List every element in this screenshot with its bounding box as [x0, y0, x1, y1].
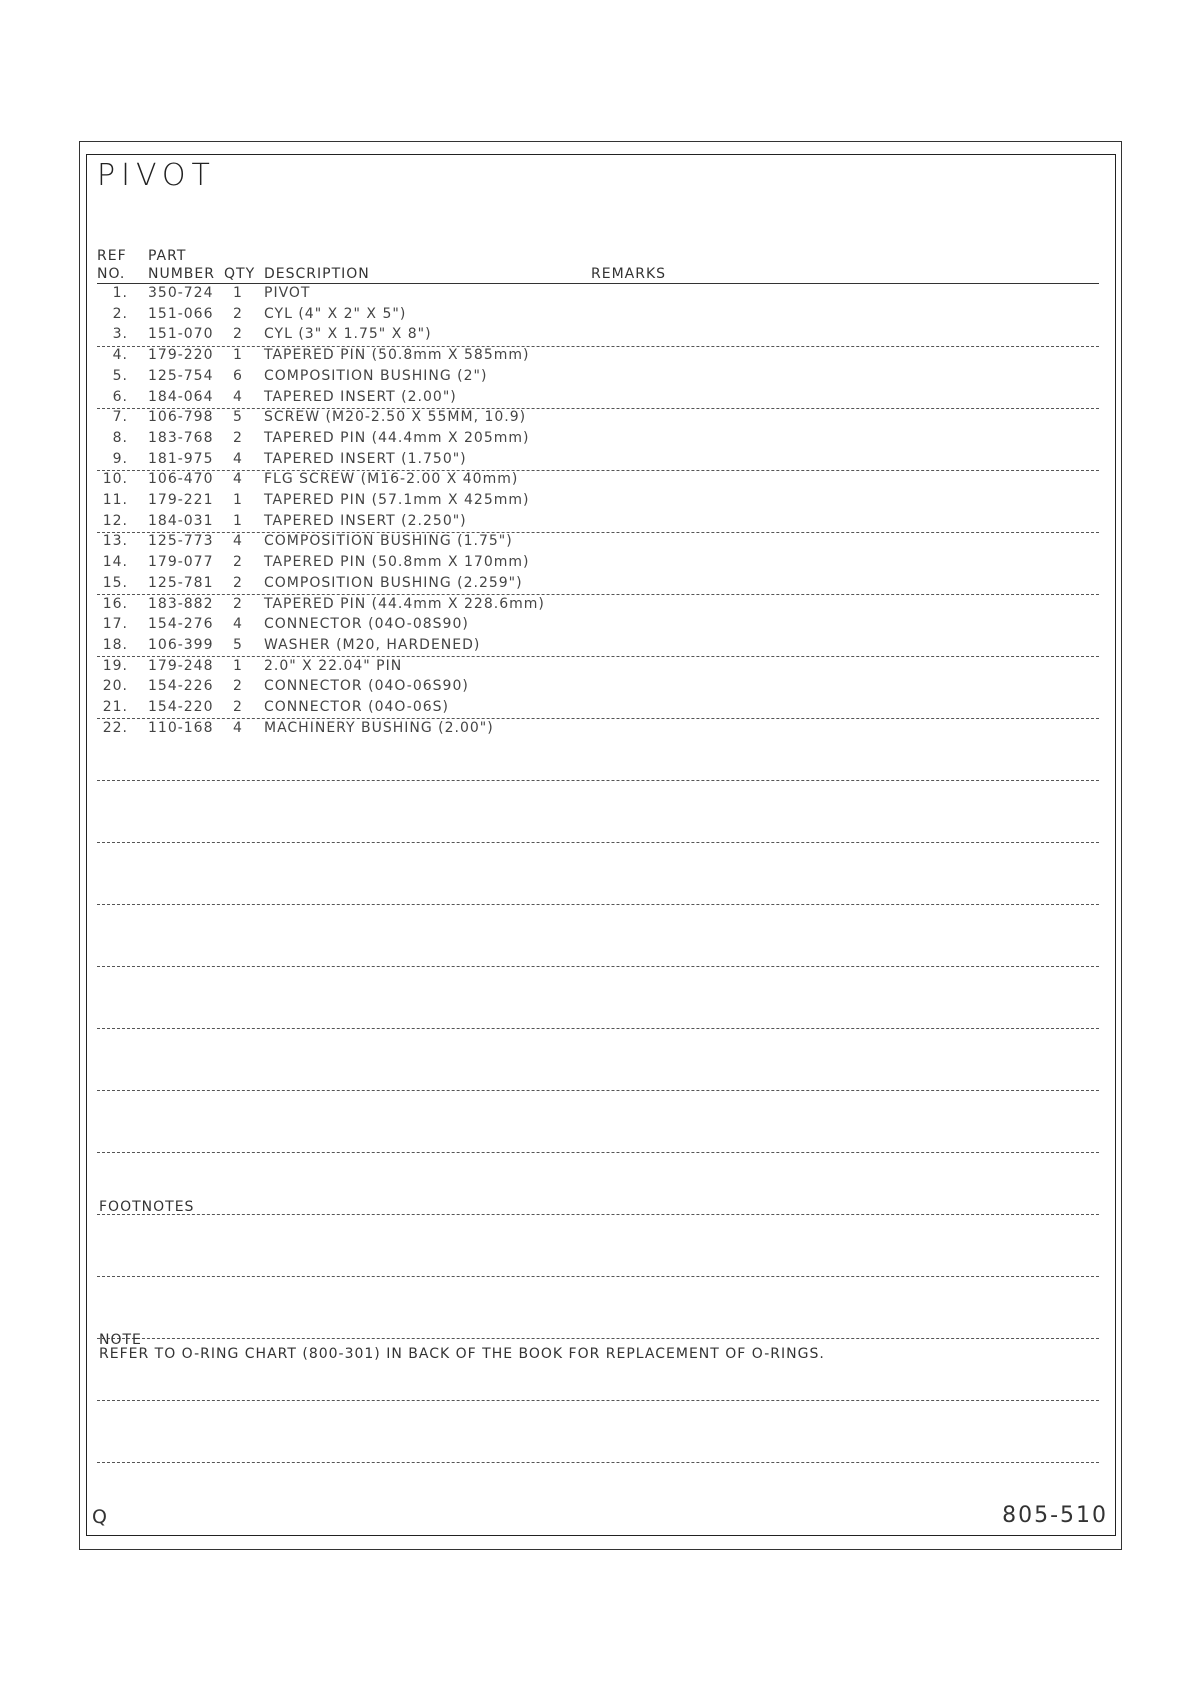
quantity: 2 — [233, 326, 243, 343]
part-number: 184-031 — [148, 512, 214, 529]
dashed-rule — [97, 594, 1099, 595]
footer-page-number: 805-510 — [1002, 1503, 1108, 1528]
ref-number: 20. — [102, 678, 128, 695]
dashed-rule — [97, 532, 1099, 533]
part-number: 179-248 — [148, 657, 214, 674]
ref-number: 16. — [102, 595, 128, 612]
quantity: 2 — [233, 554, 243, 571]
list-item — [0, 596, 1191, 614]
ref-number: 2. — [112, 305, 128, 322]
quantity: 2 — [233, 699, 243, 715]
part-number: 106-399 — [148, 636, 214, 653]
part-number: 154-226 — [148, 678, 214, 695]
dashed-rule — [97, 904, 1099, 905]
list-item — [0, 678, 1191, 696]
footnotes-label: FOOTNOTES — [99, 1199, 195, 1215]
ref-number: 21. — [102, 699, 128, 715]
quantity: 4 — [233, 450, 243, 467]
description-header: DESCRIPTION — [264, 266, 370, 282]
quantity: 1 — [233, 347, 243, 364]
quantity: 2 — [233, 574, 243, 591]
qty-header: QTY — [224, 266, 256, 282]
dashed-rule — [97, 1276, 1099, 1277]
list-item — [0, 658, 1191, 676]
list-item — [0, 575, 1191, 593]
quantity: 4 — [233, 616, 243, 633]
part-number: 125-754 — [148, 367, 214, 384]
description: CYL (4" X 2" X 5") — [264, 305, 407, 322]
ref-number: 12. — [102, 512, 128, 529]
description: CYL (3" X 1.75" X 8") — [264, 326, 432, 343]
dashed-rule — [97, 346, 1099, 347]
part-number: 179-077 — [148, 554, 214, 571]
ref-number: 14. — [102, 554, 128, 571]
part-number: 106-470 — [148, 471, 214, 488]
part-number: 106-798 — [148, 409, 214, 426]
description: CONNECTOR (04O-08S90) — [264, 616, 469, 633]
description: MACHINERY BUSHING (2.00") — [264, 719, 494, 736]
ref-number: 17. — [102, 616, 128, 633]
dashed-rule — [97, 966, 1099, 967]
part-number: 151-070 — [148, 326, 214, 343]
ref-number: 10. — [102, 471, 128, 488]
part-number: 179-220 — [148, 347, 214, 364]
description: TAPERED INSERT (1.750") — [264, 450, 467, 467]
note-text: REFER TO O-RING CHART (800-301) IN BACK OF THE BOOK FOR REPLACEMENT OF O-RINGS. — [99, 1346, 825, 1362]
description: COMPOSITION BUSHING (2") — [264, 367, 488, 384]
ref-number: 15. — [102, 574, 128, 591]
description: FLG SCREW (M16-2.00 X 40mm) — [264, 471, 519, 488]
list-item — [0, 285, 1191, 303]
description: TAPERED PIN (57.1mm X 425mm) — [264, 492, 530, 508]
description: WASHER (M20, HARDENED) — [264, 636, 481, 653]
part-number: 125-773 — [148, 533, 214, 550]
quantity: 4 — [233, 719, 243, 736]
quantity: 5 — [233, 409, 243, 426]
dashed-rule — [97, 1400, 1099, 1401]
quantity: 4 — [233, 388, 243, 405]
list-item — [0, 616, 1191, 634]
dashed-rule — [97, 1214, 1099, 1215]
quantity: 6 — [233, 367, 243, 384]
dashed-rule — [97, 780, 1099, 781]
quantity: 1 — [233, 512, 243, 529]
ref-number: 6. — [112, 388, 128, 405]
ref-number: 22. — [102, 719, 128, 736]
ref-number: 13. — [102, 533, 128, 550]
ref-number: 9. — [112, 450, 128, 467]
quantity: 4 — [233, 533, 243, 550]
header-rule — [97, 283, 1099, 284]
list-item — [0, 471, 1191, 489]
description: TAPERED INSERT (2.00") — [264, 388, 457, 405]
description: PIVOT — [264, 285, 311, 301]
quantity: 2 — [233, 429, 243, 446]
part-number: 183-768 — [148, 429, 214, 446]
ref-number: 18. — [102, 636, 128, 653]
quantity: 2 — [233, 305, 243, 322]
part-number: 184-064 — [148, 388, 214, 405]
dashed-rule — [97, 408, 1099, 409]
list-item — [0, 699, 1191, 717]
part-number: 110-168 — [148, 719, 214, 736]
remarks-header: REMARKS — [591, 266, 667, 282]
dashed-rule — [97, 470, 1099, 471]
dashed-rule — [97, 1462, 1099, 1463]
description: TAPERED INSERT (2.250") — [264, 512, 467, 529]
dashed-rule — [97, 1338, 1099, 1339]
part-number: 151-066 — [148, 305, 214, 322]
description: 2.0" X 22.04" PIN — [264, 657, 403, 674]
dashed-rule — [97, 656, 1099, 657]
list-item — [0, 637, 1191, 655]
list-item — [0, 306, 1191, 324]
list-item — [0, 720, 1191, 738]
ref-number: 7. — [112, 409, 128, 426]
dashed-rule — [97, 718, 1099, 719]
note-label: NOTE — [99, 1332, 142, 1348]
list-item — [0, 347, 1191, 365]
description: TAPERED PIN (44.4mm X 228.6mm) — [264, 595, 545, 612]
part-number: 179-221 — [148, 492, 214, 508]
list-item — [0, 513, 1191, 531]
part-number: 154-276 — [148, 616, 214, 633]
part-number: 183-882 — [148, 595, 214, 612]
part-header-line1: PART — [148, 248, 187, 264]
list-item — [0, 492, 1191, 510]
description: TAPERED PIN (50.8mm X 585mm) — [264, 347, 530, 364]
list-item — [0, 409, 1191, 427]
description: COMPOSITION BUSHING (1.75") — [264, 533, 513, 550]
list-item — [0, 389, 1191, 407]
list-item — [0, 451, 1191, 469]
quantity: 2 — [233, 595, 243, 612]
quantity: 1 — [233, 285, 243, 301]
description: CONNECTOR (04O-06S) — [264, 699, 450, 715]
list-item — [0, 430, 1191, 448]
ref-number: 19. — [102, 657, 128, 674]
ref-number: 1. — [112, 285, 128, 301]
description: TAPERED PIN (44.4mm X 205mm) — [264, 429, 530, 446]
description: SCREW (M20-2.50 X 55MM, 10.9) — [264, 409, 527, 426]
part-header-line2: NUMBER — [148, 266, 215, 282]
quantity: 1 — [233, 657, 243, 674]
part-number: 181-975 — [148, 450, 214, 467]
page-title: PIVOT — [97, 158, 216, 193]
ref-number: 5. — [112, 367, 128, 384]
dashed-rule — [97, 1090, 1099, 1091]
description: COMPOSITION BUSHING (2.259") — [264, 574, 523, 591]
ref-number: 3. — [112, 326, 128, 343]
part-number: 350-724 — [148, 285, 214, 301]
quantity: 4 — [233, 471, 243, 488]
dashed-rule — [97, 842, 1099, 843]
list-item — [0, 533, 1191, 551]
part-number: 154-220 — [148, 699, 214, 715]
dashed-rule — [97, 1028, 1099, 1029]
list-item — [0, 326, 1191, 344]
ref-header-line2: NO. — [97, 266, 126, 282]
quantity: 1 — [233, 492, 243, 508]
ref-header-line1: REF — [97, 248, 127, 264]
list-item — [0, 554, 1191, 572]
ref-number: 4. — [112, 347, 128, 364]
quantity: 5 — [233, 636, 243, 653]
list-item — [0, 368, 1191, 386]
ref-number: 8. — [112, 429, 128, 446]
ref-number: 11. — [102, 492, 128, 508]
part-number: 125-781 — [148, 574, 214, 591]
description: TAPERED PIN (50.8mm X 170mm) — [264, 554, 530, 571]
quantity: 2 — [233, 678, 243, 695]
description: CONNECTOR (04O-06S90) — [264, 678, 469, 695]
dashed-rule — [97, 1152, 1099, 1153]
footer-letter: Q — [92, 1506, 107, 1528]
